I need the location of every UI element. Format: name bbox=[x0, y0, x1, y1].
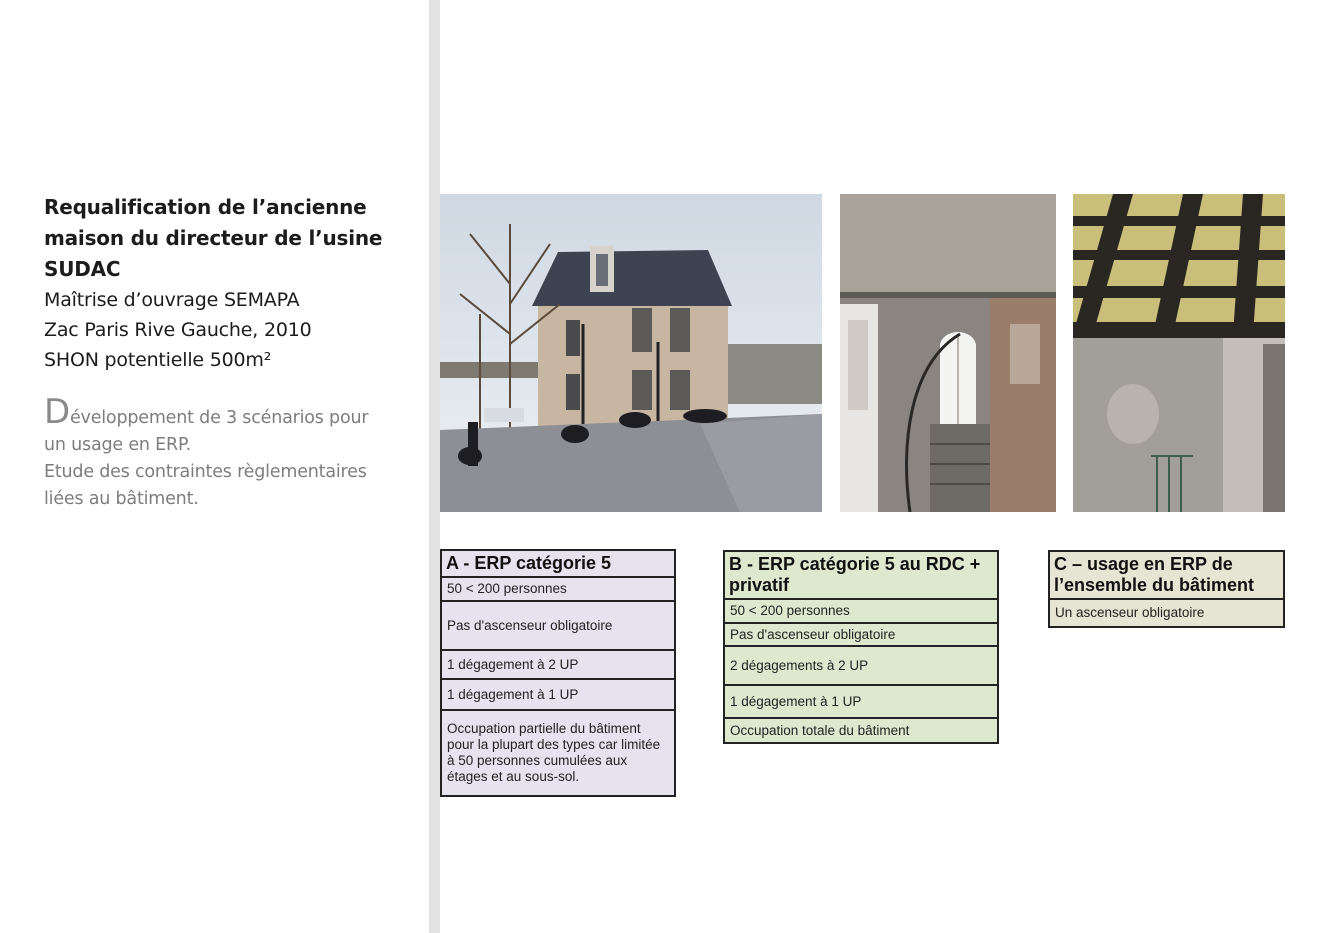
description-line: liées au bâtiment. bbox=[44, 489, 199, 509]
photo-facade-exterior bbox=[440, 194, 822, 512]
scenario-b-row: 50 < 200 personnes bbox=[725, 600, 997, 624]
scenario-b-row: 2 dégagements à 2 UP bbox=[725, 647, 997, 686]
project-title bbox=[44, 192, 414, 285]
scenario-b-row: Occupation totale du bâtiment bbox=[730, 722, 910, 738]
project-title-line: maison du directeur de l’usine bbox=[44, 226, 383, 250]
project-location-year: Zac Paris Rive Gauche, 2010 bbox=[44, 319, 312, 341]
scenario-a-row: Occupation partielle du bâtiment pour la plupart des types car limitée à 50 personnes cumulées aux étages et au sous-sol. bbox=[447, 721, 661, 784]
scenario-a-row: Pas d'ascenseur obligatoire bbox=[442, 602, 674, 651]
project-info bbox=[44, 192, 414, 513]
scenario-a-row: 1 dégagement à 1 UP bbox=[442, 680, 674, 711]
scenario-c-table bbox=[1048, 550, 1285, 628]
photo-attic-beams-interior bbox=[1073, 194, 1285, 512]
scenario-b-row: Pas d'ascenseur obligatoire bbox=[725, 624, 997, 647]
project-description bbox=[44, 392, 414, 513]
scenario-a-header: A - ERP catégorie 5 bbox=[442, 551, 674, 578]
scenario-b-row: 1 dégagement à 1 UP bbox=[725, 686, 997, 719]
column-divider bbox=[429, 0, 440, 933]
description-line: un usage en ERP. bbox=[44, 435, 191, 455]
description-line: éveloppement de 3 scénarios pour bbox=[69, 408, 369, 428]
scenario-a-row: 1 dégagement à 2 UP bbox=[442, 651, 674, 680]
photo-staircase-interior bbox=[840, 194, 1056, 512]
project-area: SHON potentielle 500m² bbox=[44, 349, 272, 371]
scenario-b-header: B - ERP catégorie 5 au RDC + privatif bbox=[725, 552, 997, 600]
description-dropcap: D bbox=[44, 392, 70, 432]
description-line: Etude des contraintes règlementaires bbox=[44, 462, 367, 482]
project-client: Maîtrise d’ouvrage SEMAPA bbox=[44, 289, 300, 311]
project-title-line: Requalification de l’ancienne bbox=[44, 195, 367, 219]
project-title-line: SUDAC bbox=[44, 257, 121, 281]
scenario-a-row: 50 < 200 personnes bbox=[442, 578, 674, 602]
scenario-c-row: Un ascenseur obligatoire bbox=[1055, 605, 1205, 620]
scenario-a-table bbox=[440, 549, 676, 797]
scenario-b-table bbox=[723, 550, 999, 744]
scenario-c-header: C – usage en ERP de l’ensemble du bâtiment bbox=[1050, 552, 1283, 600]
